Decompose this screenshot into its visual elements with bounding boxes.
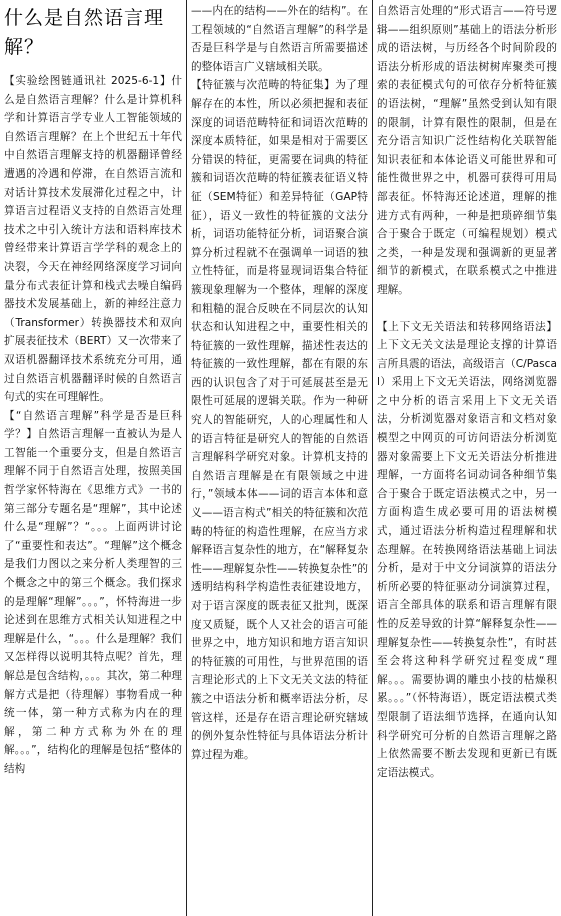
article-title: 什么是自然语言理解？ bbox=[4, 7, 165, 58]
column-2 bbox=[186, 0, 372, 916]
column-3 bbox=[372, 0, 561, 916]
paragraph-grammars: 【上下文无关语法和转移网络语法】上下文无关文法是理论支撑的计算语言所具震的语法，高级语言（C/Pascal）采用上下文无关语法，网络浏览器之中分析的语言采用上下文无关语法，分析浏览器对象语言和文档对象模型之中网页的可访问语法分析浏览器对象需要上下文无关语法分析推进理解，一方面将名词动词各种细节集合于聚合于既定语法模式之中，另一方面构造生成必要可用的语法树模式，通过语法分析构造过程理解和状态理解。在转换网络语法基础上词法分析，是对于中文分词演算的语法分析所必要的特征驱动分词演算过程，语言全部具体的联系和语言理解有限性的反差导致的计算“解释复杂性——理解复杂性——转换复杂性”，有时甚至会将这种科学研究过程变成“理解。。。需要协调的雕虫小技的枯燥积累。。。”（怀特海语），既定语法模式类型限制了语法细节选择，在通向认知科学研究可分析的自然语言理解之路上依然需要不断去发现和更新已有既定语法模式。 bbox=[377, 320, 557, 779]
paragraph-science: 【“自然语言理解”科学是否是巨科学？】自然语言理解一直被认为是人工智能一个重要分支，但是自然语言理解不同于自然语言处理，按照美国哲学家怀特海在《思维方式》一书的第三部分专题名是“理解”，其中论述什么是“理解”？“。。。上面两讲讨论了“重要性和表达”。“理解”这个概念是我们力图以之来分析人类理智的三个概念之中的第三个概念。我们探求的是理解“理解”。。。”，怀特海进一步论述到在思维方式相关认知进程之中理解是什么，“。。。什么是理解？我们又怎样得以说明其特点呢？首先，理解总是包含结构，。。。其次，第二种理解方式是把（待理解）事物看成一种统一体，第一种方式称为内在的理解，第二种方式称为外在的理解。。。”，结构化的理解是包括“整体的结构 bbox=[4, 409, 182, 775]
paragraph-structure: ——内在的结构——外在的结构”。在工程领域的“自然语言理解”的科学是否是巨科学是与自然语言所需要描述的整体语言广义辖域相关联。 bbox=[191, 5, 368, 73]
paragraph-feature-sets: 【特征簇与次范畴的特征集】为了理解存在的本性，所以必须把握和表征深度的词语范畴特征和词语次范畴的深度本质特征，如果是相对于需要区分错误的特征，更需要在词典的特征簇和词语次范畴的特征簇表征语义特征（SEM特征）和差异特征（GAP特征），语义一致性的特征簇的文法分析，词语功能特征分析，词语聚合演算分析过程就不在强调单一词语的独立性特征，而是将显现词语集合特征簇现象理解为一个整体，理解的深度和粗糙的混合反映在不同层次的认知状态和认知进程之中，重要性相关的特征簇的一致性理解，描述性表达的特征簇的一致性理解，都在有限的东西的认识包含了对于可延展甚至是无限性可延展的逻辑关联。作为一种研究人的智能研究，人的心理属性和人的语言特征是研究人的智能的自然语言理解科学研究对象。计算机支持的自然语言理解是在有限领域之中进行，”领域本体——词的语言本体和意义——语言构式”相关的特征簇和次范畴的特征的构造性理解，在应当方求解释语言复杂性的地方，在“解释复杂性——理解复杂性——转换复杂性”的透明结构科学构造性表征建设地方，对于语言深度的既表征又批判，既深度又质疑，既个人又社会的语言可能世界之中，地方知识和地方语言知识的特征簇的可用性，与世界范围的语言理论形式的上下文无关文法的特征簇之中语法分析和概率语法分析，尽管这样，还是存在语言理论研究辖域的例外复杂性特征与具体语法分析计算过程为难。 bbox=[191, 79, 368, 761]
paragraph-intro: 【实验绘图链通讯社 2025-6-1】什么是自然语言理解？什么是计算机科学和计算语言学专业人工智能领域的自然语言理解？在上个世纪五十年代中自然语言理解支持的机器翻译曾经遭遇的冷遇和停滞，在自然语言流和对话计算技术发展滞化过程之中，计算语言过程语义支持的自然语言处理技术之中引入统计方法和语料库技术曾经带来计算语言学学科的观念上的决裂，今天在神经网络深度学习词向量分布式表征计算和栈式去噪自编码器技术发展基础上，新的神经注意力（Transformer）转换器技术和双向扩展表征技术（BERT）又一次带来了双语机器翻译技术系统充分可用，通过自然语言机器翻译时候的自然语言句式的实在可理解性。 bbox=[4, 75, 182, 404]
column-1 bbox=[0, 0, 186, 916]
paragraph-gap bbox=[377, 300, 557, 318]
paragraph-parsing: 自然语言处理的“形式语言——符号逻辑——组织原则”基础上的语法分析形成的语法树，与历经各个时间阶段的语法分析形成的语法树树库聚类可搜索的表征模式句的可依存分析特征簇的语法树，“理解”虽然受到认知有限的限制，计算有限性的限制，但是在充分语言知识广泛性结构化关联智能知识表征和本体论语义可能世界和可能性微世界之中，机器可获得可用局部表征。怀特海还论述道，理解的推进方式有两种，一种是把琐碎细节集合于聚合于既定（可编程规划）模式之类，一种是发现和强调新的更显著细节的新模式，在联系模式之中推进理解。 bbox=[377, 5, 557, 296]
